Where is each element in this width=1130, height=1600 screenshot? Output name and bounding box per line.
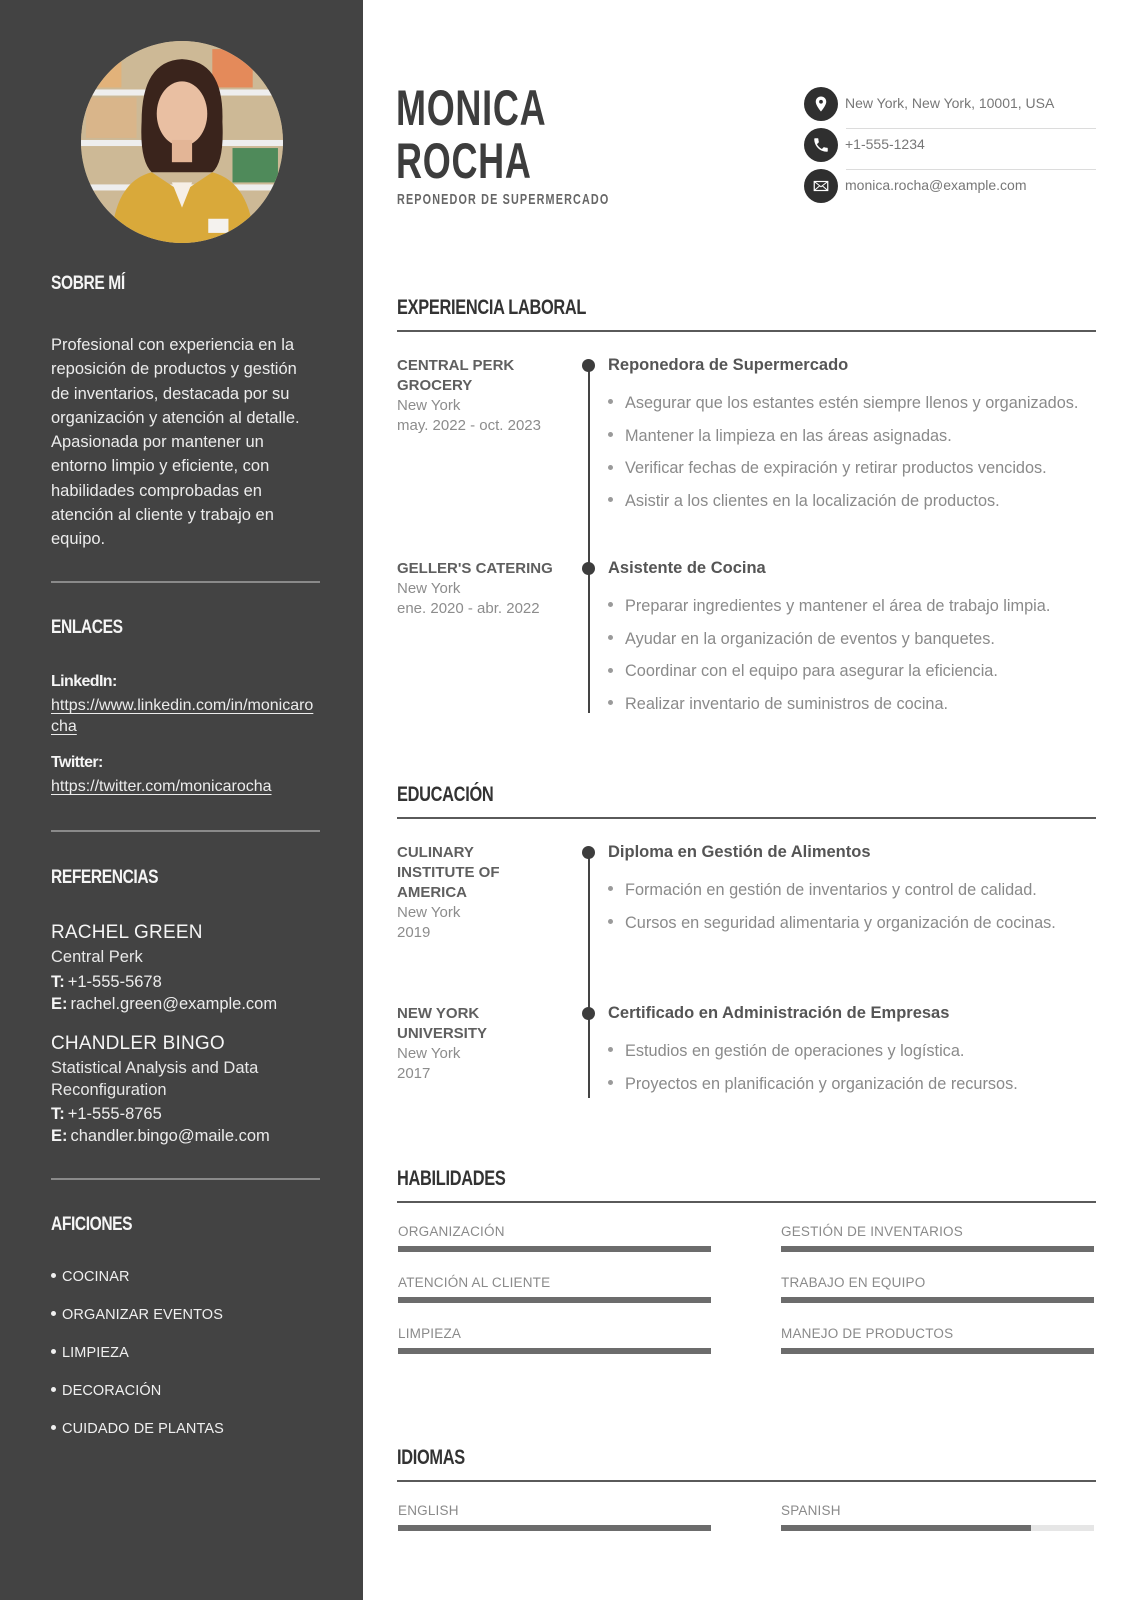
email-label: E: [51, 995, 68, 1013]
detail-item: Cursos en seguridad alimentaria y organización de cocinas. [608, 912, 1056, 945]
profile-photo [81, 41, 283, 243]
school-name: CULINARY INSTITUTE OF AMERICA [397, 844, 500, 901]
detail-item: Proyectos en planificación y organización de recursos. [608, 1073, 1018, 1106]
degree-title: Diploma en Gestión de Alimentos [608, 843, 871, 861]
phone-value: +1-555-8765 [67, 1105, 162, 1123]
duty-item: Realizar inventario de suministros de cocina. [608, 693, 1050, 726]
duty-item: Coordinar con el equipo para asegurar la eficiencia. [608, 660, 1050, 693]
skill-label: ATENCIÓN AL CLIENTE [398, 1275, 551, 1290]
degree-title: Certificado en Administración de Empresas [608, 1004, 950, 1022]
reference-phone [51, 1105, 162, 1124]
language-label: SPANISH [781, 1503, 841, 1518]
skill-label: MANEJO DE PRODUCTOS [781, 1326, 954, 1341]
experience-timeline [588, 366, 590, 713]
skill-bar-fill [781, 1297, 1094, 1303]
sidebar-divider [51, 1178, 320, 1180]
skill-item [398, 1326, 711, 1354]
reference-email [51, 1127, 270, 1146]
graduation-year: 2019 [397, 924, 431, 941]
about-heading: SOBRE MÍ [51, 273, 125, 294]
school-name: NEW YORK UNIVERSITY [397, 1005, 488, 1042]
duty-item: Verificar fechas de expiración y retirar productos vencidos. [608, 457, 1078, 490]
contact-phone [804, 128, 1096, 162]
first-name: MONICA [396, 80, 547, 136]
section-rule [397, 817, 1096, 819]
timeline-dot [582, 359, 595, 372]
about-text: Profesional con experiencia en la reposición de productos y gestión de inventarios, destacada por su organización y atención al detalle. Apasionada por mantener un entorno limpio y eficiente, con habilidades comprobadas en atención al cliente y trabajo en equipo. [51, 336, 300, 549]
graduation-year: 2017 [397, 1065, 431, 1082]
twitter-link[interactable]: https://twitter.com/monicarocha [51, 778, 272, 795]
timeline-dot [582, 1007, 595, 1020]
section-rule [397, 330, 1096, 332]
language-bar [398, 1525, 711, 1531]
email-text: monica.rocha@example.com [845, 177, 1027, 193]
skill-item [781, 1224, 1094, 1252]
links-heading: ENLACES [51, 617, 123, 638]
job-duties [608, 595, 1050, 726]
skill-bar [781, 1297, 1094, 1303]
hobby-item: DECORACIÓN [51, 1383, 161, 1399]
reference-org: Central Perk [51, 948, 143, 966]
location-text: New York, New York, 10001, USA [845, 95, 1055, 111]
twitter-label: Twitter: [51, 754, 103, 771]
education-timeline [588, 853, 590, 1098]
skill-bar [781, 1246, 1094, 1252]
skill-bar-fill [781, 1348, 1094, 1354]
skill-bar [398, 1246, 711, 1252]
skill-bar-fill [398, 1348, 711, 1354]
skill-bar [398, 1348, 711, 1354]
reference-email [51, 995, 277, 1014]
language-bar-fill [398, 1525, 711, 1531]
skill-bar-fill [398, 1297, 711, 1303]
language-item [781, 1503, 1094, 1531]
skill-label: TRABAJO EN EQUIPO [781, 1275, 926, 1290]
skill-bar [781, 1348, 1094, 1354]
phone-icon [804, 128, 838, 162]
timeline-dot [582, 846, 595, 859]
hobby-item: CUIDADO DE PLANTAS [51, 1421, 224, 1437]
detail-item: Formación en gestión de inventarios y control de calidad. [608, 879, 1056, 912]
job-title: Reponedora de Supermercado [608, 356, 849, 374]
last-name: ROCHA [396, 133, 532, 189]
employer-location: New York [397, 580, 461, 597]
school-location: New York [397, 904, 461, 921]
avatar-illustration [81, 41, 283, 243]
section-rule [397, 1480, 1096, 1482]
timeline-dot [582, 562, 595, 575]
duty-item: Mantener la limpieza en las áreas asignadas. [608, 425, 1078, 458]
hobby-item: LIMPIEZA [51, 1345, 129, 1361]
skills-heading: HABILIDADES [397, 1167, 506, 1190]
skill-label: LIMPIEZA [398, 1326, 462, 1341]
email-value: rachel.green@example.com [70, 995, 278, 1013]
skill-label: GESTIÓN DE INVENTARIOS [781, 1224, 963, 1239]
phone-value: +1-555-5678 [67, 973, 162, 991]
reference-name: CHANDLER BINGO [51, 1033, 225, 1054]
degree-details [608, 1040, 1018, 1105]
language-bar-fill [781, 1525, 1031, 1531]
contact-location [804, 87, 1096, 121]
education-heading: EDUCACIÓN [397, 783, 494, 806]
section-rule [397, 1201, 1096, 1203]
email-label: E: [51, 1127, 68, 1145]
reference-name: RACHEL GREEN [51, 922, 203, 943]
sidebar-divider [51, 581, 320, 583]
candidate-name [396, 82, 546, 188]
skill-bar-fill [781, 1246, 1094, 1252]
skill-item [781, 1326, 1094, 1354]
skill-bar [398, 1297, 711, 1303]
languages-heading: IDIOMAS [397, 1446, 465, 1469]
employer-name: GELLER'S CATERING [397, 560, 553, 577]
phone-label: T: [51, 1105, 65, 1123]
detail-item: Estudios en gestión de operaciones y logística. [608, 1040, 1018, 1073]
bullet-icon [51, 1425, 56, 1430]
sidebar [0, 0, 363, 1600]
sidebar-divider [51, 830, 320, 832]
bullet-icon [51, 1273, 56, 1278]
employment-dates: ene. 2020 - abr. 2022 [397, 600, 540, 617]
duty-item: Preparar ingredientes y mantener el área de trabajo limpia. [608, 595, 1050, 628]
school-location: New York [397, 1045, 461, 1062]
envelope-icon [804, 169, 838, 203]
reference-phone [51, 973, 162, 992]
skill-item [398, 1224, 711, 1252]
experience-heading: EXPERIENCIA LABORAL [397, 296, 587, 319]
bullet-icon [51, 1311, 56, 1316]
phone-label: T: [51, 973, 65, 991]
skill-item [398, 1275, 711, 1303]
duty-item: Asegurar que los estantes estén siempre llenos y organizados. [608, 392, 1078, 425]
job-title: Asistente de Cocina [608, 559, 766, 577]
bullet-icon [51, 1387, 56, 1392]
skill-bar-fill [398, 1246, 711, 1252]
references-heading: REFERENCIAS [51, 867, 159, 888]
skill-label: ORGANIZACIÓN [398, 1224, 505, 1239]
language-label: ENGLISH [398, 1503, 459, 1518]
contact-email [804, 169, 1096, 203]
employment-dates: may. 2022 - oct. 2023 [397, 417, 541, 434]
language-bar [781, 1525, 1094, 1531]
employer-location: New York [397, 397, 461, 414]
job-role: REPONEDOR DE SUPERMERCADO [397, 191, 610, 208]
linkedin-label: LinkedIn: [51, 673, 117, 690]
hobby-item: COCINAR [51, 1269, 130, 1285]
language-item [398, 1503, 711, 1531]
duty-item: Asistir a los clientes en la localización de productos. [608, 490, 1078, 523]
email-value: chandler.bingo@maile.com [70, 1127, 270, 1145]
duty-item: Ayudar en la organización de eventos y banquetes. [608, 628, 1050, 661]
linkedin-link[interactable]: https://www.linkedin.com/in/monicarocha [51, 697, 314, 735]
phone-text: +1-555-1234 [845, 136, 925, 152]
job-duties [608, 392, 1078, 523]
bullet-icon [51, 1349, 56, 1354]
hobbies-heading: AFICIONES [51, 1214, 133, 1235]
reference-org: Statistical Analysis and Data Reconfiguration [51, 1059, 259, 1099]
degree-details [608, 879, 1056, 944]
skill-item [781, 1275, 1094, 1303]
hobby-item: ORGANIZAR EVENTOS [51, 1307, 223, 1323]
employer-name: CENTRAL PERK GROCERY [397, 357, 515, 394]
location-pin-icon [804, 87, 838, 121]
